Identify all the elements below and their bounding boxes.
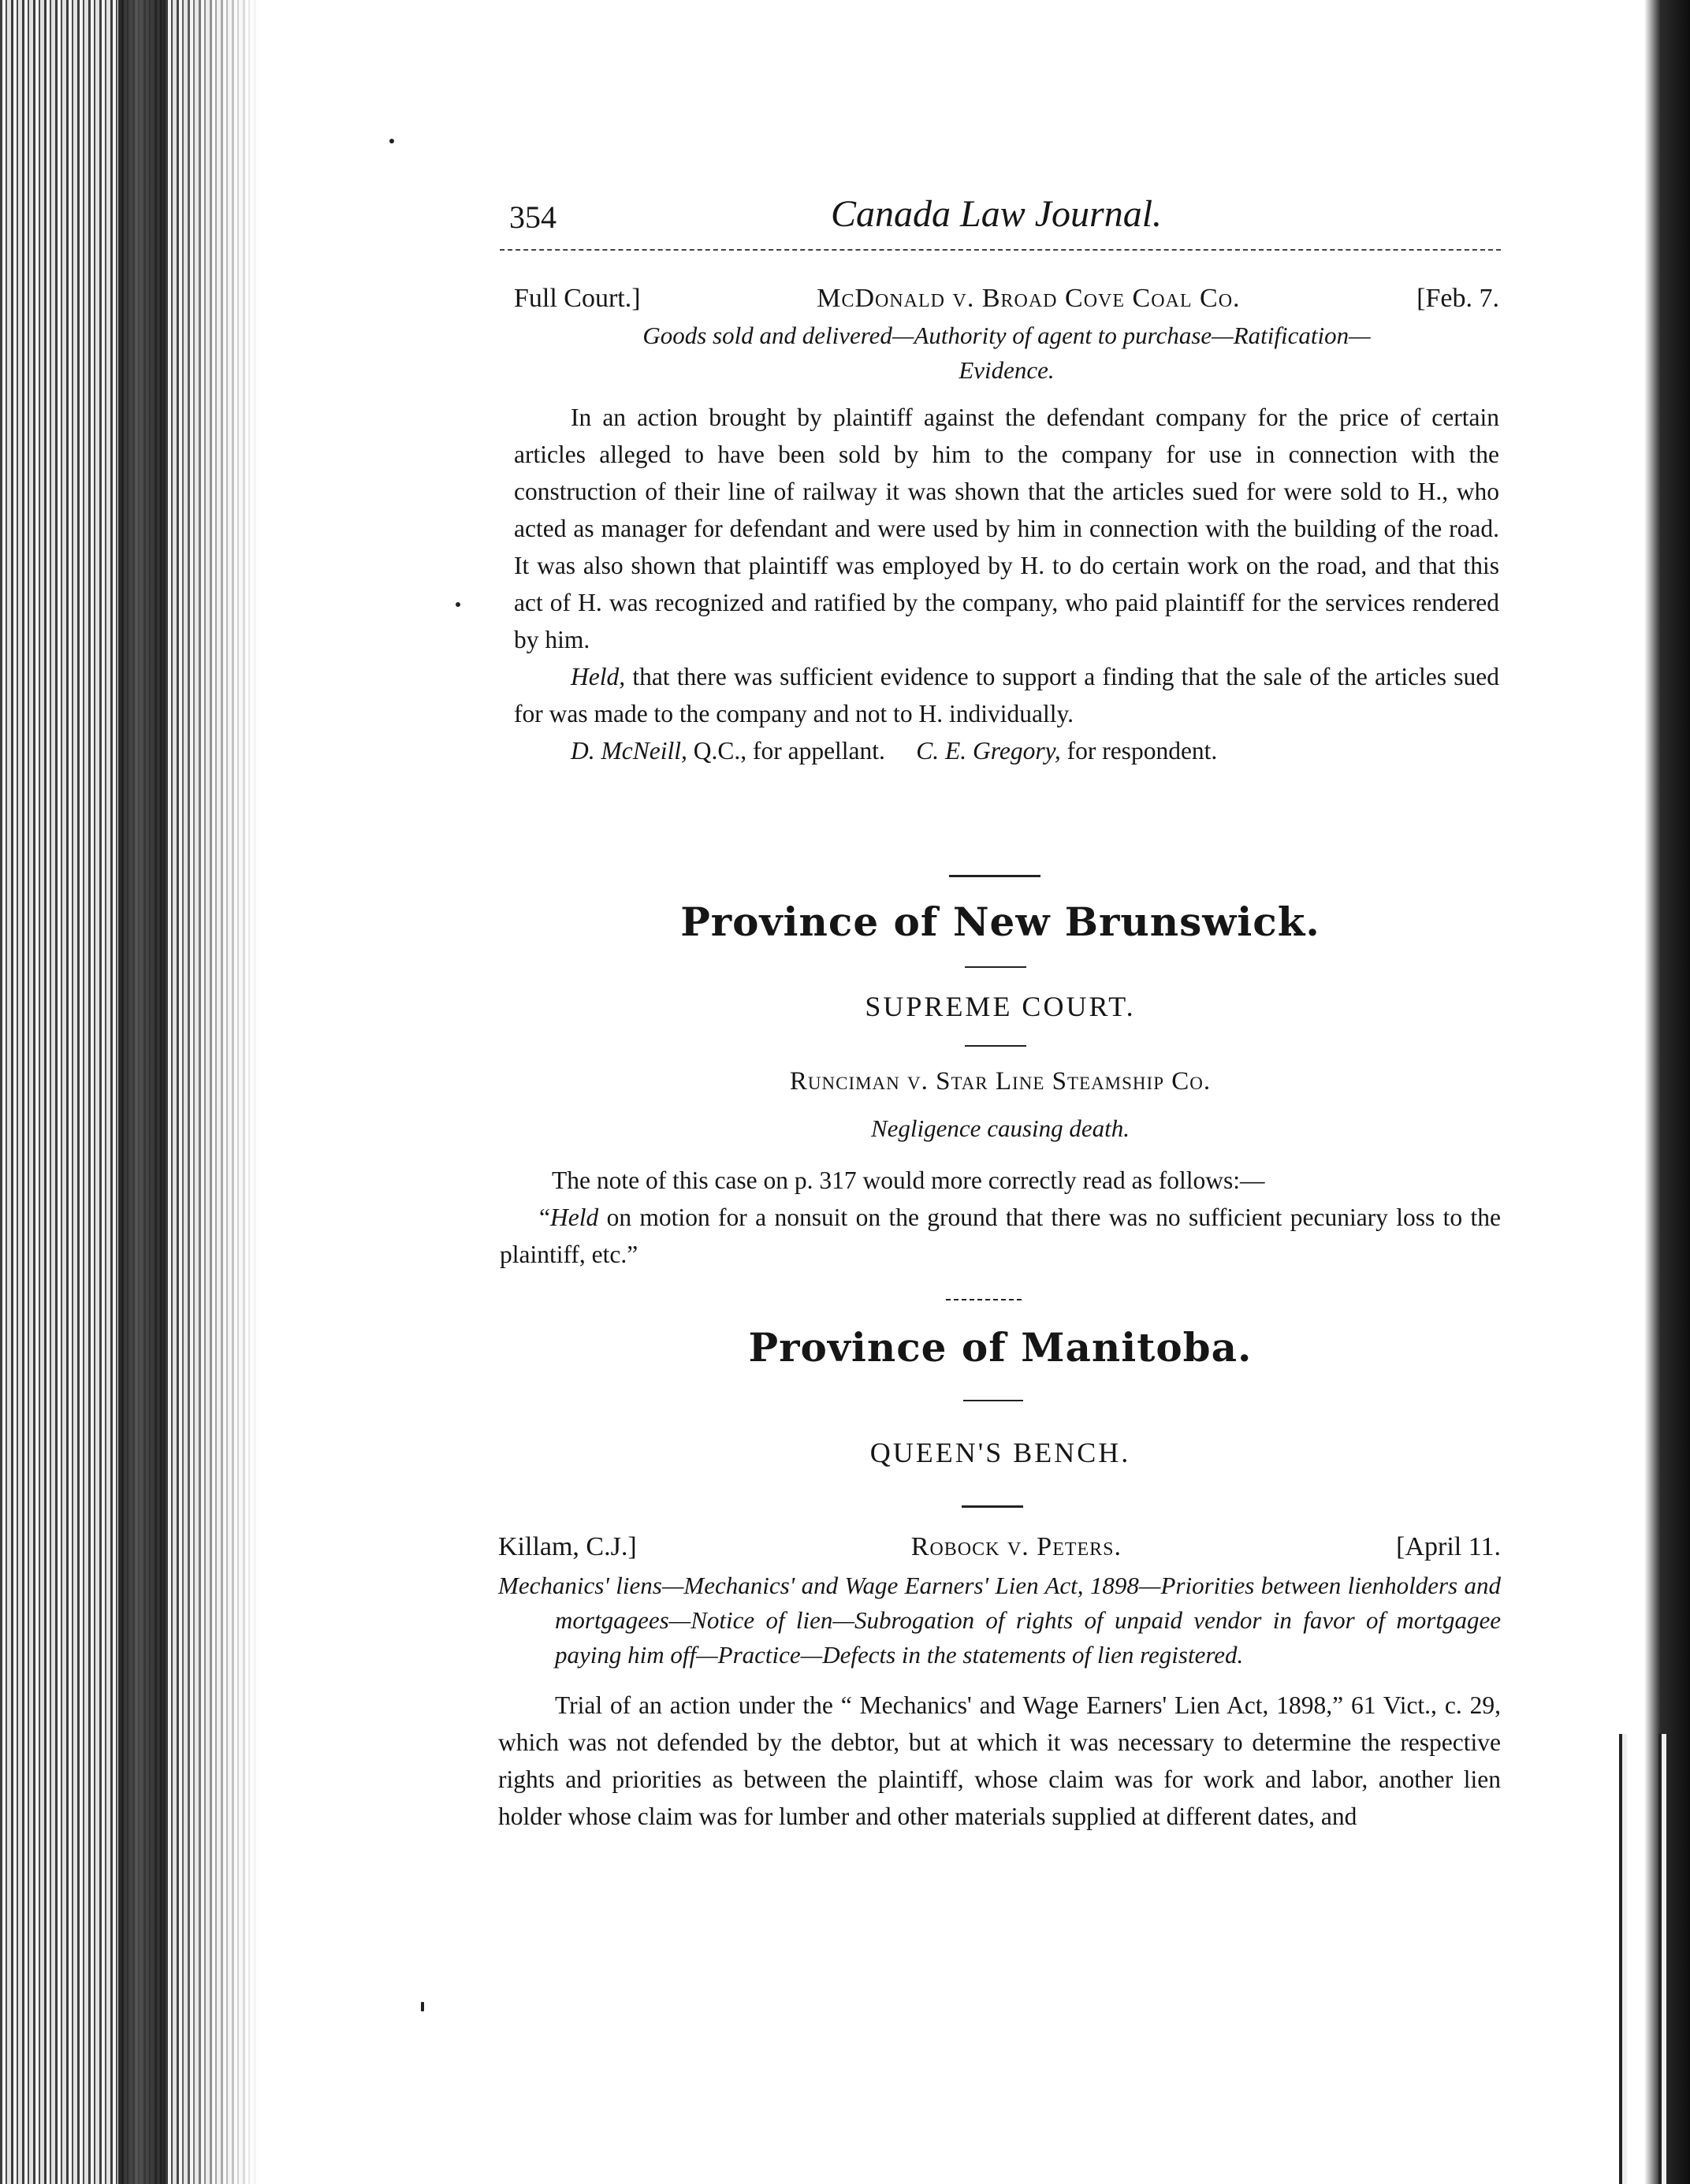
section-rule — [965, 1045, 1026, 1047]
counsel-1-name: D. McNeill, — [571, 737, 687, 765]
catchline: Mechanics' liens—Mechanics' and Wage Earners' Lien Act, 1898—Priorities between lienholders and mortgagees—Notice of lien—Subrogation of rights of unpaid vendor in favor of mortgagee paying him off—Practice—Defects in the statements of lien registered. — [498, 1572, 1501, 1669]
catchline-runciman: Negligence causing death. — [871, 1114, 1130, 1142]
note-paragraph: The note of this case on p. 317 would more correctly read as follows:— — [552, 1166, 1265, 1194]
page-number: 354 — [509, 199, 557, 235]
book-spine-shadow — [118, 0, 166, 2184]
held-paragraph — [514, 658, 1499, 732]
case-header — [514, 284, 1499, 314]
open-quote: “ — [539, 1204, 550, 1231]
province-heading-manitoba: Province of Manitoba. — [748, 1324, 1253, 1371]
court-heading-supreme: SUPREME COURT. — [865, 991, 1136, 1022]
held-word: Held, — [571, 663, 626, 690]
case-header — [498, 1532, 1501, 1562]
scan-speck — [421, 2002, 424, 2011]
gutter-fade — [173, 0, 260, 2184]
catchline-line-2: Evidence. — [959, 356, 1055, 384]
court-heading-queens-bench: QUEEN'S BENCH. — [869, 1437, 1131, 1468]
court-label: Full Court.] — [514, 284, 641, 313]
counsel-1-role: Q.C., for appellant. — [687, 737, 885, 765]
case-mcdonald — [514, 284, 1499, 769]
case-title-runciman: Runciman v. Star Line Steamship Co. — [789, 1067, 1212, 1096]
catchline-line-1: Goods sold and delivered—Authority of agent to purchase—Ratification— — [642, 322, 1371, 349]
case-robock — [498, 1532, 1501, 1835]
section-rule — [962, 1505, 1023, 1508]
case-title: McDonald v. Broad Cove Coal Co. — [817, 284, 1241, 313]
case-date: [April 11. — [1396, 1532, 1501, 1561]
province-heading-new-brunswick: Province of New Brunswick. — [680, 899, 1320, 945]
held-text: that there was sufficient evidence to support a finding that the sale of the articles sued for was made to the company and not to H. individually. — [514, 663, 1499, 727]
section-rule — [949, 875, 1040, 877]
counsel-2-role: for respondent. — [1060, 737, 1218, 765]
running-head-rule — [500, 249, 1501, 251]
held-word: Held — [549, 1204, 599, 1231]
quoted-held-paragraph — [500, 1199, 1501, 1273]
scan-speck — [389, 139, 394, 143]
section-rule — [946, 1299, 1022, 1300]
case-title: Robock v. Peters. — [910, 1532, 1122, 1561]
case-paragraph: Trial of an action under the “ Mechanics' and Wage Earners' Lien Act, 1898,” 61 Vict., c. 29, which was not defended by the debtor, but at which it was necessary to determine the respective rights and priorities as between the plaintiff, whose claim was for work and labor, another lien holder whose claim was for lumber and other materials supplied at different dates, and — [498, 1691, 1501, 1830]
catchline — [514, 318, 1499, 388]
section-rule — [963, 1400, 1023, 1401]
journal-title: Canada Law Journal. — [831, 193, 1163, 235]
case-date: [Feb. 7. — [1416, 284, 1499, 313]
case-paragraph: In an action brought by plaintiff against the defendant company for the price of certain articles alleged to have been sold by him to the company for use in connection with the construction of their line of railway it was shown that the articles sued for were sold to H., who acted as manager for defendant and were used by him in connection with the building of the road. It was also shown that plaintiff was employed by H. to do certain work on the road, and that this act of H. was recognized and ratified by the company, who paid plaintiff for the services rendered by him. — [514, 404, 1499, 653]
scan-speck — [456, 602, 460, 607]
counsel-line — [514, 732, 1499, 769]
judge-label: Killam, C.J.] — [498, 1532, 637, 1561]
case-runciman-note — [500, 1162, 1501, 1273]
section-rule — [965, 966, 1026, 968]
counsel-2-name: C. E. Gregory, — [916, 737, 1061, 765]
quote-text: on motion for a nonsuit on the ground that there was no sufficient pecuniary loss to the plaintiff, etc.” — [500, 1204, 1501, 1268]
book-page-edges-right-bottom — [1588, 1734, 1690, 2184]
document-page — [500, 189, 1501, 244]
running-head — [500, 189, 1501, 244]
